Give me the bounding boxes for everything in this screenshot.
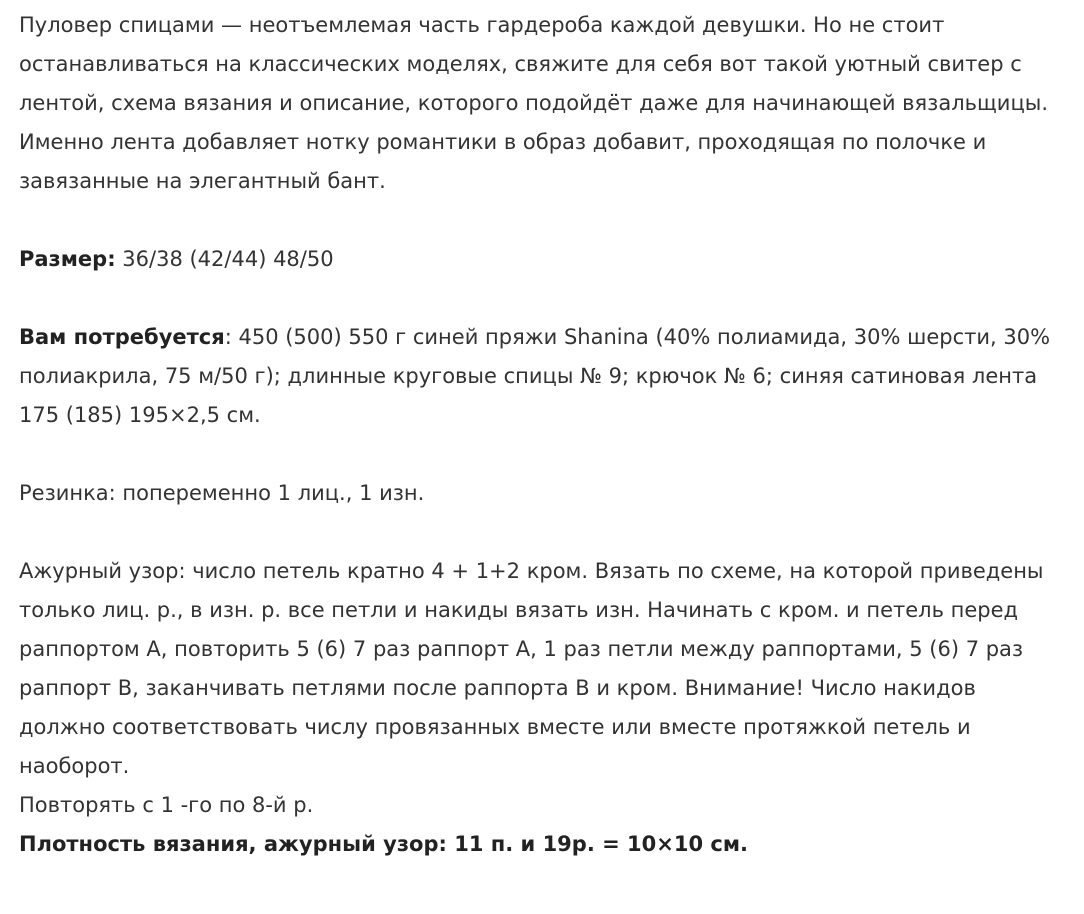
materials-value: : 450 (500) 550 г синей пряжи Shanina (40% полиамида, 30% шерсти, 30% полиакрила, 75 м/50 г); длинные круговые спицы № 9; крючок № 6; синяя сатиновая лента 175 (185) 195×2,5 см. — [19, 325, 1051, 427]
lace-pattern-paragraph: Ажурный узор: число петель кратно 4 + 1+2 кром. Вязать по схеме, на которой приведены только лиц. р., в изн. р. все петли и накиды вязать изн. Начинать с кром. и петель перед раппортом А, повторить 5 (6) 7 раз раппорт А, 1 раз петли между раппортами, 5 (6) 7 раз раппорт В, заканчивать петлями после раппорта В и кром. Внимание! Число накидов должно соответствовать числу провязанных вместе или вместе протяжкой петель и наоборот. — [19, 559, 1044, 778]
size-value: 36/38 (42/44) 48/50 — [122, 247, 334, 271]
size-paragraph — [19, 240, 1064, 279]
rib-paragraph: Резинка: попеременно 1 лиц., 1 изн. — [19, 481, 425, 505]
repeat-paragraph: Повторять с 1 -го по 8-й р. — [19, 793, 314, 817]
materials-paragraph — [19, 318, 1064, 435]
intro-paragraph: Пуловер спицами — неотъемлемая часть гардероба каждой девушки. Но не стоит останавливаться на классических моделях, свяжите для себя вот такой уютный свитер с лентой, схема вязания и описание, которого подойдёт даже для начинающей вязальщицы. Именно лента добавляет нотку романтики в образ добавит, проходящая по полочке и завязанные на элегантный бант. — [19, 13, 1048, 193]
gauge-paragraph — [19, 825, 1064, 864]
gauge-text: Плотность вязания, ажурный узор: 11 п. и 19р. = 10×10 см. — [19, 832, 748, 856]
size-label: Размер: — [19, 247, 116, 271]
materials-label: Вам потребуется — [19, 325, 225, 349]
